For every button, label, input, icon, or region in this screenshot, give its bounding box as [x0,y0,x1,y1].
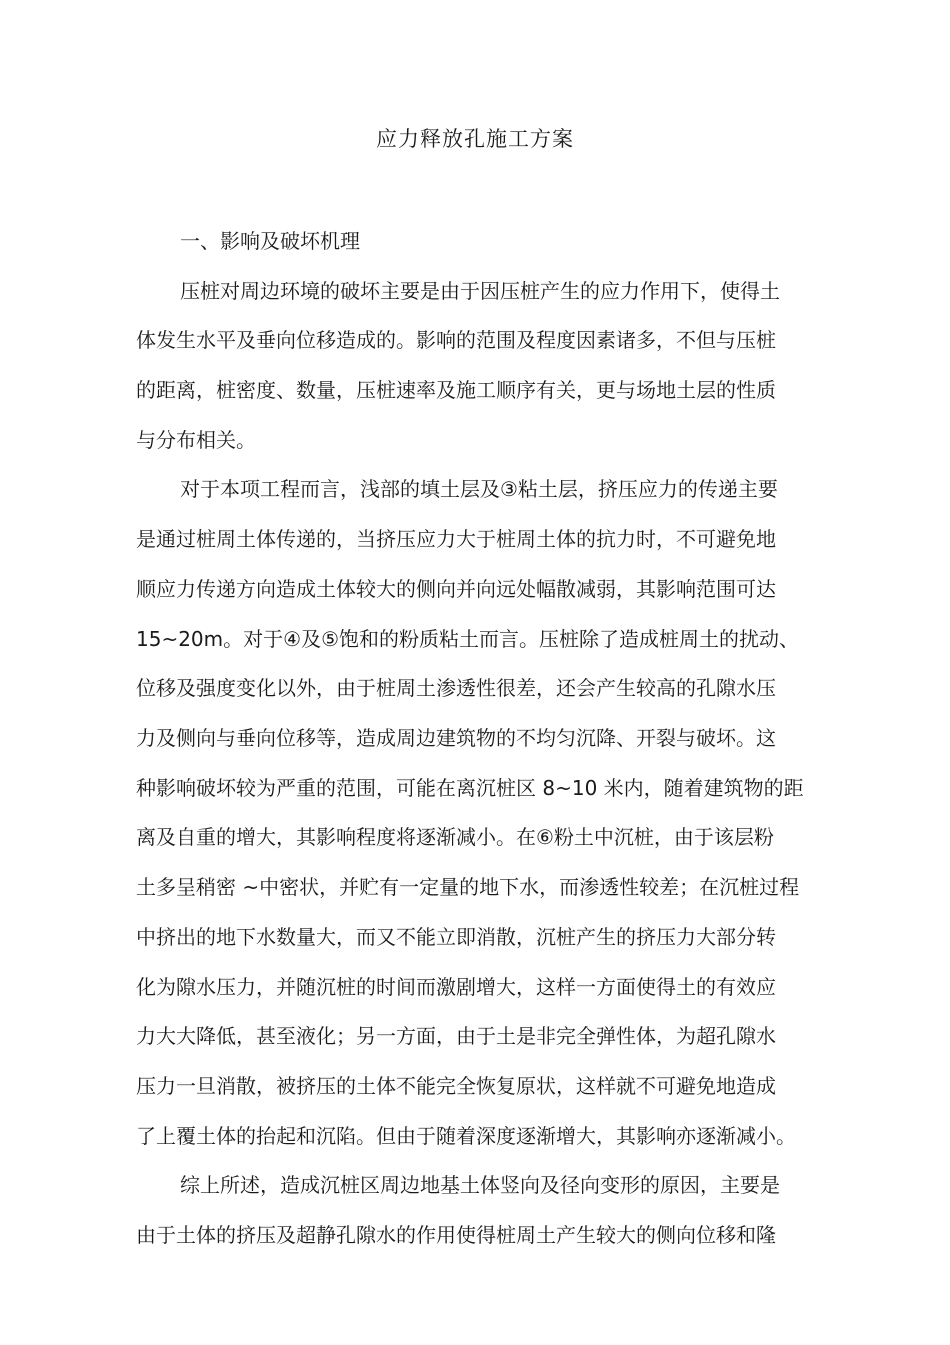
paragraph-line: 压力一旦消散，被挤压的土体不能完全恢复原状，这样就不可避免地造成 [136,1074,776,1098]
paragraph-line: 土多呈稍密 ~中密状，并贮有一定量的地下水，而渗透性较差；在沉桩过程 [136,875,800,899]
paragraph-line: 了上覆土体的抬起和沉陷。但由于随着深度逐渐增大，其影响亦逐渐减小。 [136,1124,796,1148]
document-title: 应力释放孔施工方案 [376,127,574,151]
section-heading: 一、影响及破坏机理 [180,229,360,253]
paragraph-line: 离及自重的增大，其影响程度将逐渐减小。在⑥粉土中沉桩，由于该层粉 [136,825,774,849]
paragraph-line: 对于本项工程而言，浅部的填土层及③粘土层，挤压应力的传递主要 [180,477,778,501]
paragraph-line: 力大大降低，甚至液化；另一方面，由于土是非完全弹性体，为超孔隙水 [136,1024,776,1048]
paragraph-line: 是通过桩周土体传递的，当挤压应力大于桩周土体的抗力时，不可避免地 [136,527,776,551]
paragraph-line: 的距离，桩密度、数量，压桩速率及施工顺序有关，更与场地土层的性质 [136,378,776,402]
paragraph-line: 与分布相关。 [136,428,256,452]
paragraph-line: 体发生水平及垂向位移造成的。影响的范围及程度因素诸多，不但与压桩 [136,328,776,352]
paragraph-line: 综上所述，造成沉桩区周边地基土体竖向及径向变形的原因，主要是 [180,1173,780,1197]
paragraph-line: 力及侧向与垂向位移等，造成周边建筑物的不均匀沉降、开裂与破坏。这 [136,726,776,750]
paragraph-line: 顺应力传递方向造成土体较大的侧向并向远处幅散减弱，其影响范围可达 [136,577,776,601]
paragraph-line: 中挤出的地下水数量大，而又不能立即消散，沉桩产生的挤压力大部分转 [136,925,776,949]
paragraph-line: 位移及强度变化以外，由于桩周土渗透性很差，还会产生较高的孔隙水压 [136,676,776,700]
paragraph-line: 由于土体的挤压及超静孔隙水的作用使得桩周土产生较大的侧向位移和隆 [136,1223,776,1247]
paragraph-line: 化为隙水压力，并随沉桩的时间而激剧增大，这样一方面使得土的有效应 [136,975,776,999]
paragraph-line: 种影响破坏较为严重的范围，可能在离沉桩区 8~10 米内，随着建筑物的距 [136,776,804,800]
paragraph-line: 15~20m。对于④及⑤饱和的粉质粘土而言。压桩除了造成桩周土的扰动、 [136,627,799,651]
paragraph-line: 压桩对周边环境的破坏主要是由于因压桩产生的应力作用下，使得土 [180,279,780,303]
